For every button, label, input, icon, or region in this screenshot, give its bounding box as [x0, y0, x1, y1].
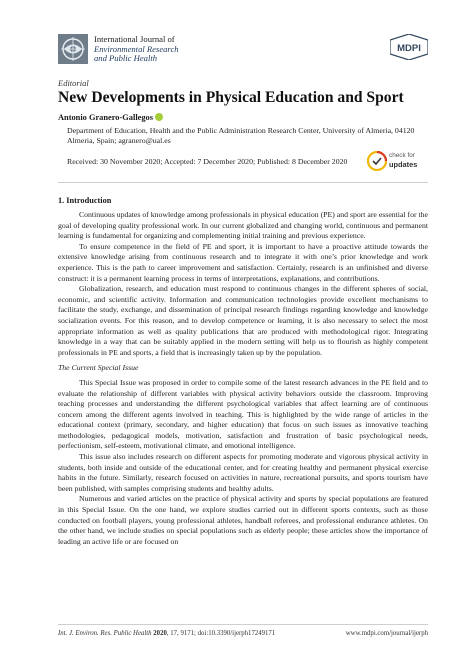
article-body: [58, 210, 428, 547]
check-label-line1: check for: [389, 152, 415, 159]
paragraph-5: This issue also includes research on different aspects for promoting moderate and vigorous physical activity in students, both inside and outside of the educational center, and for creating healthy and permanent physical exercise habits in the future. Similarly, research focused on activities in nature, recreational pursuits, and sports tourism have been published, with samples comprising students and healthy adults.: [58, 452, 428, 493]
journal-name-line1: International Journal of: [94, 34, 175, 44]
check-label-line2: updates: [389, 160, 418, 169]
mdpi-logo-icon: [390, 34, 428, 60]
check-for-updates-button[interactable]: [367, 150, 427, 172]
author: [58, 113, 163, 122]
author-name: Antonio Granero-Gallegos: [58, 113, 153, 122]
article-type: Editorial: [58, 78, 89, 88]
svg-text:MDPI: MDPI: [397, 43, 421, 54]
citation-year: 2020: [153, 630, 167, 637]
paragraph-4: This Special Issue was proposed in order to compile some of the latest research advances in the PE field and to evaluate the relationship of different variables with physical activity behaviors outside the classroom. Improving teaching processes and understanding the different psychological variables that affect learning are of continuous concern among the different agents involved in teaching. This is highlighted by the wide range of articles in the educational context (primary, secondary, and higher education) that focus on such issues as innovative teaching methodologies, pedagogical models, motivation, satisfaction and frustration of basic psychological needs, perfectionism, self-esteem, motivational climate, and emotional intelligence.: [58, 377, 428, 451]
journal-name-line3: and Public Health: [94, 53, 158, 64]
affiliation: Department of Education, Health and the Public Administration Research Center, University of Almeria, 04120 Almeria, Spain; agranero@ual.es: [67, 126, 415, 145]
journal-header: [58, 34, 428, 72]
journal-url-link[interactable]: www.mdpi.com/journal/ijerph: [345, 630, 428, 637]
paragraph-3: Globalization, research, and education must respond to continuous changes in the different spheres of social, economic, and scientific activity. Information and communication technologies provide excellent mechanisms to facilitate the study, exchange, and dissemination of principal research findings regarding knowledge and knowledge socialization events. For this reason, and to develop competence or learning, it is also necessary to select the most appropriate information as well as quality publications that are produced with methodological rigor. Integrating knowledge in a way that can be suitably applied in the modern setting will help us to flourish as highly competent professionals in PE and sports, a field that is increasingly taken up by the population.: [58, 284, 428, 357]
subsection-heading: The Current Special Issue: [58, 363, 139, 373]
citation-details: , 17, 9171; doi:10.3390/ijerph17249171: [166, 630, 276, 637]
orcid-icon[interactable]: [155, 113, 163, 121]
paragraph-6: Numerous and varied articles on the practice of physical activity and sports by special populations are featured in this Special Issue. On the one hand, we explore studies carried out in different sports contexts, such as those conducted on football players, young professional athletes, handball referees, and professional endurance athletes. On the other hand, we include studies on special populations such as elderly people; these articles show the importance of leading an active life or are focused on: [58, 494, 428, 546]
publication-dates: Received: 30 November 2020; Accepted: 7 December 2020; Published: 8 December 2020: [67, 157, 348, 166]
paragraph-1: Continuous updates of knowledge among professionals in physical education (PE) and sport are essential for the goal of developing quality professional work. In our current globalized and changing world, continuous and permanent learning is fundamental for organizing and complementing initial training and previous experience.: [58, 210, 428, 241]
journal-abbreviation: Int. J. Environ. Res. Public Health: [58, 630, 152, 637]
journal-name-line2: Environmental Research: [94, 43, 179, 54]
article-title: New Developments in Physical Education and Sport: [58, 89, 404, 106]
header-divider: [58, 182, 428, 183]
footer-divider: [58, 624, 428, 625]
paragraph-2: To ensure competence in the field of PE and sport, it is important to have a proactive attitude towards the extensive knowledge arising from continuous research and to integrate it with one’s prior knowledge and work experience. This is the path to career improvement and satisfaction. Certainly, research is an unfinished and diverse construct: it is a permanent learning process in terms of interpretations, explanations, and contributions.: [58, 241, 428, 283]
check-for-updates-icon: [367, 151, 387, 171]
section-heading-introduction: 1. Introduction: [58, 196, 112, 205]
journal-logo-icon: [58, 34, 88, 64]
citation: [58, 630, 275, 637]
journal-name: [94, 35, 179, 64]
